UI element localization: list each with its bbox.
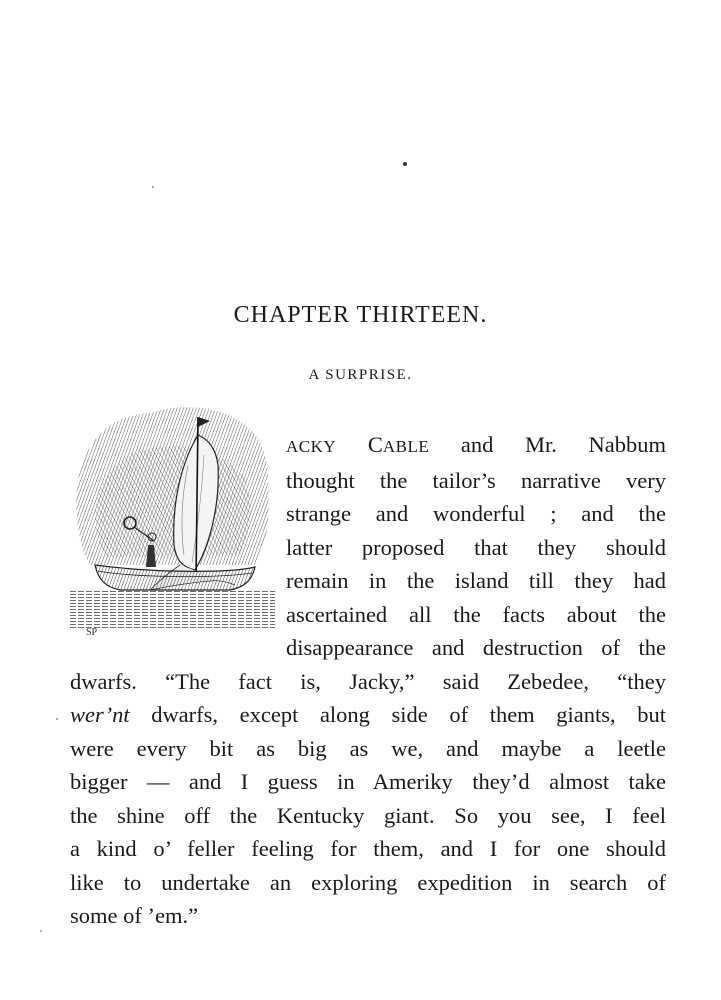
text-line (286, 631, 666, 665)
text-line (286, 428, 666, 464)
text-line (286, 598, 666, 632)
chapter-subtitle: A SURPRISE. (308, 367, 413, 383)
text-segment: some of ’em.” (70, 903, 199, 928)
text-line (286, 497, 666, 531)
text-line (70, 832, 666, 866)
text-segment: bigger — and I guess in Ameriky they’d almost take (70, 769, 666, 794)
chapter-title: CHAPTER THIRTEEN. (233, 302, 488, 328)
text-segment: dwarfs, except along side of them giants, but (129, 702, 666, 727)
small-caps-name: C (367, 432, 383, 457)
artist-signature: SP (86, 627, 98, 638)
text-line (286, 531, 666, 565)
text-line (70, 799, 666, 833)
text-segment: thought the tailor’s narrative very (286, 467, 666, 493)
text-segment: the shine off the Kentucky giant. So you see, I feel (70, 802, 666, 828)
chapter-body (70, 428, 666, 933)
text-line (70, 899, 666, 933)
text-segment: strange and wonderful ; and the (286, 501, 666, 526)
text-segment: latter proposed that they should (286, 534, 666, 560)
print-speck (40, 930, 42, 932)
text-line (286, 464, 666, 498)
text-segment: like to undertake an exploring expedition in search of (70, 869, 666, 895)
text-segment: and Mr. Nabbum (429, 432, 666, 457)
text-segment: disappearance and destruction of the (286, 635, 666, 660)
text-segment: remain in the island till they had (286, 568, 666, 593)
text-segment: ascertained all the facts about the (286, 601, 666, 627)
small-caps-name: ACKY (286, 437, 337, 456)
print-speck (403, 162, 407, 166)
text-segment: were every bit as big as we, and maybe a leetle (70, 735, 666, 761)
text-line (70, 765, 666, 799)
text-segment: dwarfs. “The fact is, Jacky,” said Zebedee, “they (70, 668, 666, 694)
text-line (286, 564, 666, 598)
emphasis-word: wer’nt (70, 702, 130, 727)
text-line (70, 665, 666, 699)
text-line (70, 698, 666, 732)
text-segment (336, 432, 368, 457)
text-line (70, 732, 666, 766)
text-line (70, 866, 666, 900)
small-caps-name: ABLE (382, 437, 430, 456)
print-speck (152, 186, 154, 188)
print-speck (56, 718, 58, 720)
text-segment: a kind o’ feller feeling for them, and I for one should (70, 836, 666, 861)
